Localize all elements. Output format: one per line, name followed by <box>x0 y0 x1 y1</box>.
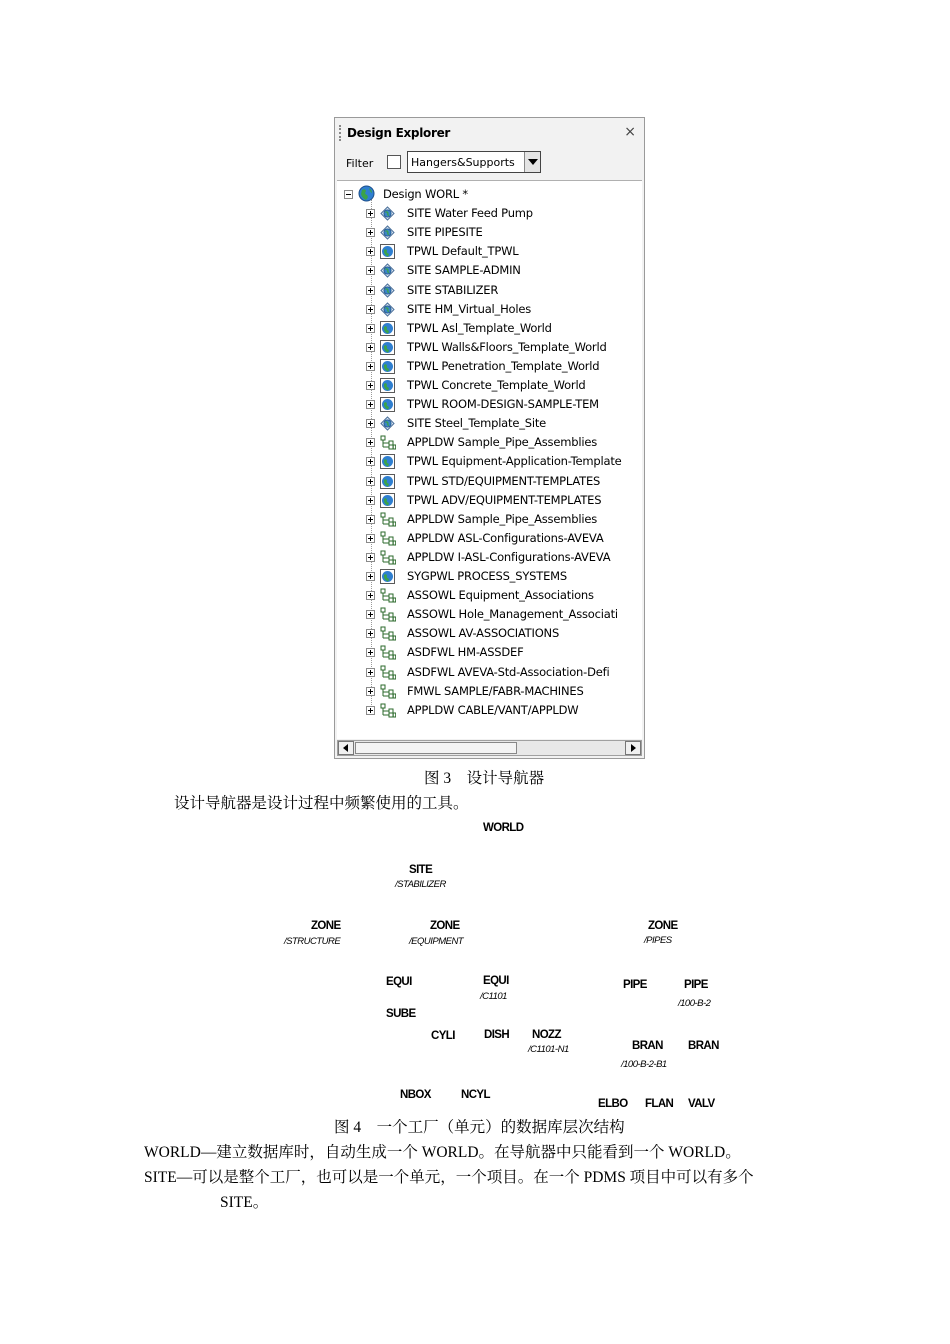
tree-item[interactable] <box>337 567 642 586</box>
collapse-minus-icon[interactable] <box>344 190 353 199</box>
hierarchy-icon <box>380 435 395 450</box>
tree-item-label: TPWL Asl_Template_World <box>407 320 552 335</box>
hierarchy-icon <box>380 703 395 718</box>
expand-plus-icon[interactable] <box>366 457 375 466</box>
hierarchy-icon <box>380 684 395 699</box>
hierarchy-icon <box>380 588 395 603</box>
node-world: WORLD <box>483 822 524 834</box>
tree-item[interactable] <box>337 395 642 414</box>
tree-item-label: TPWL STD/EQUIPMENT-TEMPLATES <box>407 473 601 488</box>
paragraph-design-explorer: 设计导航器是设计过程中频繁使用的工具。 <box>174 795 469 812</box>
globe-icon <box>358 185 373 200</box>
world-square-icon <box>380 569 395 584</box>
hierarchy-icon <box>380 645 395 660</box>
paragraph-site-line1: SITE—可以是整个工厂，也可以是一个单元，一个项目。在一个 PDMS 项目中可以有多个 <box>144 1169 754 1186</box>
tree-item[interactable] <box>337 414 642 433</box>
filter-checkbox[interactable] <box>387 155 401 169</box>
tree-item-label: TPWL ADV/EQUIPMENT-TEMPLATES <box>407 492 602 507</box>
expand-plus-icon[interactable] <box>366 286 375 295</box>
tree-item[interactable] <box>337 663 642 682</box>
site-icon <box>380 283 395 298</box>
site-icon <box>380 225 395 240</box>
node-zone-structure-name: /STRUCTURE <box>284 936 341 947</box>
node-ncyl: NCYL <box>461 1089 490 1101</box>
tree-item-label: ASSOWL Hole_Management_Associati <box>407 607 618 622</box>
tree-item-label: TPWL Concrete_Template_World <box>407 378 586 392</box>
node-bran-100-b-2-b1: BRAN <box>632 1040 663 1052</box>
site-icon <box>380 206 395 221</box>
paragraph-site-line2: SITE。 <box>220 1194 269 1211</box>
node-pipe-100-b-2-name: /100-B-2 <box>678 998 711 1009</box>
tree-item[interactable] <box>337 357 642 376</box>
world-square-icon <box>380 340 395 355</box>
node-site-name: /STABILIZER <box>395 879 446 890</box>
tree-item-label: ASDFWL AVEVA-Std-Association-Defi <box>407 664 610 679</box>
tree-item-label: SYGPWL PROCESS_SYSTEMS <box>407 569 567 583</box>
node-pipe: PIPE <box>623 979 647 991</box>
expand-plus-icon[interactable] <box>366 572 375 581</box>
world-square-icon <box>380 321 395 336</box>
tree-item[interactable] <box>337 281 642 300</box>
tree-item[interactable] <box>337 433 642 452</box>
node-valv: VALV <box>688 1098 715 1110</box>
expand-plus-icon[interactable] <box>366 668 375 677</box>
filter-label: Filter <box>346 157 374 170</box>
filter-dropdown-value: Hangers&Supports <box>411 156 515 169</box>
tree-item[interactable] <box>337 319 642 338</box>
design-tree[interactable] <box>337 180 642 739</box>
node-cyli: CYLI <box>431 1030 455 1042</box>
expand-plus-icon[interactable] <box>366 534 375 543</box>
node-equi-c1101: EQUI <box>483 975 509 987</box>
hierarchy-icon <box>380 531 395 546</box>
drag-grip-icon[interactable] <box>339 125 343 141</box>
node-flan: FLAN <box>645 1098 674 1110</box>
hierarchy-icon <box>380 550 395 565</box>
tree-item-label: FMWL SAMPLE/FABR-MACHINES <box>407 683 584 698</box>
expand-plus-icon[interactable] <box>366 591 375 600</box>
tree-item[interactable] <box>337 261 642 280</box>
tree-item[interactable] <box>337 300 642 319</box>
world-square-icon <box>380 397 395 412</box>
expand-plus-icon[interactable] <box>366 305 375 314</box>
tree-item-label: ASDFWL HM-ASSDEF <box>407 645 524 660</box>
tree-item-label: SITE Steel_Template_Site <box>407 416 547 431</box>
tree-item-label: APPLDW I-ASL-Configurations-AVEVA <box>407 549 611 564</box>
tree-root-item[interactable] <box>337 185 642 204</box>
expand-plus-icon[interactable] <box>366 515 375 524</box>
explorer-titlebar[interactable] <box>335 118 644 148</box>
filter-bar <box>335 150 644 178</box>
tree-item-label: TPWL Walls&Floors_Template_World <box>407 339 607 354</box>
scroll-thumb[interactable] <box>355 742 517 754</box>
node-zone-structure: ZONE <box>311 920 341 932</box>
tree-item[interactable] <box>337 586 642 605</box>
tree-item-label: SITE Water Feed Pump <box>407 206 533 221</box>
tree-item-label: SITE SAMPLE-ADMIN <box>407 263 521 278</box>
tree-item-label: TPWL Equipment-Application-Template <box>407 454 622 469</box>
expand-plus-icon[interactable] <box>366 706 375 715</box>
expand-plus-icon[interactable] <box>366 648 375 657</box>
world-square-icon <box>380 454 395 469</box>
tree-item-label: ASSOWL Equipment_Associations <box>407 588 594 603</box>
tree-item[interactable] <box>337 338 642 357</box>
world-square-icon <box>380 244 395 259</box>
site-icon <box>380 263 395 278</box>
world-square-icon <box>380 493 395 508</box>
tree-item[interactable] <box>337 242 642 261</box>
horizontal-scrollbar[interactable] <box>337 740 642 756</box>
tree-item[interactable] <box>337 605 642 624</box>
tree-item-label: SITE HM_Virtual_Holes <box>407 301 532 316</box>
tree-item[interactable] <box>337 548 642 567</box>
expand-plus-icon[interactable] <box>366 247 375 256</box>
tree-item[interactable] <box>337 701 642 720</box>
node-zone-pipes-name: /PIPES <box>644 935 672 946</box>
world-square-icon <box>380 378 395 393</box>
site-icon <box>380 302 395 317</box>
node-zone-equipment: ZONE <box>430 920 460 932</box>
paragraph-world: WORLD—建立数据库时，自动生成一个 WORLD。在导航器中只能看到一个 WORLD。 <box>144 1144 741 1161</box>
expand-plus-icon[interactable] <box>366 553 375 562</box>
world-square-icon <box>380 474 395 489</box>
tree-item-label: Design WORL * <box>383 187 468 201</box>
tree-item-label: APPLDW Sample_Pipe_Assemblies <box>407 511 597 526</box>
hierarchy-icon <box>380 626 395 641</box>
tree-item-label: TPWL ROOM-DESIGN-SAMPLE-TEM <box>407 397 599 412</box>
tree-item-label: ASSOWL AV-ASSOCIATIONS <box>407 626 560 641</box>
expand-plus-icon[interactable] <box>366 209 375 218</box>
tree-item-label: TPWL Penetration_Template_World <box>407 358 600 373</box>
node-site: SITE <box>409 864 433 876</box>
design-explorer-panel <box>334 117 645 759</box>
scroll-right-arrow-icon[interactable] <box>625 741 641 755</box>
expand-plus-icon[interactable] <box>366 381 375 390</box>
expand-plus-icon[interactable] <box>366 610 375 619</box>
node-sube: SUBE <box>386 1008 416 1020</box>
tree-item[interactable] <box>337 491 642 510</box>
tree-item[interactable] <box>337 624 642 643</box>
expand-plus-icon[interactable] <box>366 629 375 638</box>
tree-item-label: APPLDW Sample_Pipe_Assemblies <box>407 435 597 450</box>
hierarchy-icon <box>380 607 395 622</box>
tree-item[interactable] <box>337 510 642 529</box>
chevron-down-icon[interactable] <box>524 152 540 172</box>
expand-plus-icon[interactable] <box>366 419 375 428</box>
tree-item-label: APPLDW CABLE/VANT/APPLDW <box>407 702 579 717</box>
expand-plus-icon[interactable] <box>366 477 375 486</box>
expand-plus-icon[interactable] <box>366 400 375 409</box>
scroll-left-arrow-icon[interactable] <box>338 741 354 755</box>
site-icon <box>380 416 395 431</box>
tree-item-label: TPWL Default_TPWL <box>407 244 519 259</box>
node-dish: DISH <box>484 1029 510 1041</box>
node-nozz-name: /C1101-N1 <box>528 1044 569 1055</box>
tree-item[interactable] <box>337 452 642 471</box>
figure3-caption: 图 3 设计导航器 <box>424 770 545 787</box>
node-equi-c1101-name: /C1101 <box>480 991 507 1002</box>
node-nozz: NOZZ <box>532 1029 561 1041</box>
node-elbo: ELBO <box>598 1098 628 1110</box>
expand-plus-icon[interactable] <box>366 266 375 275</box>
expand-plus-icon[interactable] <box>366 343 375 352</box>
tree-item-label: SITE STABILIZER <box>407 282 499 297</box>
tree-item-label: SITE PIPESITE <box>407 225 483 240</box>
tree-item[interactable] <box>337 529 642 548</box>
node-bran: BRAN <box>688 1040 719 1052</box>
node-equi: EQUI <box>386 976 412 988</box>
hierarchy-icon <box>380 512 395 527</box>
figure4-caption: 图 4 一个工厂（单元）的数据库层次结构 <box>334 1119 625 1136</box>
expand-plus-icon[interactable] <box>366 438 375 447</box>
tree-item-label: APPLDW ASL-Configurations-AVEVA <box>407 530 604 545</box>
tree-item[interactable] <box>337 204 642 223</box>
filter-dropdown[interactable] <box>407 151 541 173</box>
expand-plus-icon[interactable] <box>366 687 375 696</box>
tree-item[interactable] <box>337 223 642 242</box>
world-square-icon <box>380 359 395 374</box>
node-nbox: NBOX <box>400 1089 431 1101</box>
tree-item[interactable] <box>337 643 642 662</box>
tree-item[interactable] <box>337 682 642 701</box>
hierarchy-icon <box>380 665 395 680</box>
tree-item[interactable] <box>337 376 642 395</box>
close-icon[interactable]: × <box>624 124 636 140</box>
tree-item[interactable] <box>337 472 642 491</box>
node-zone-equipment-name: /EQUIPMENT <box>409 936 464 947</box>
explorer-title: Design Explorer <box>347 126 451 140</box>
expand-plus-icon[interactable] <box>366 496 375 505</box>
node-pipe-100-b-2: PIPE <box>684 979 708 991</box>
expand-plus-icon[interactable] <box>366 228 375 237</box>
node-bran-100-b-2-b1-name: /100-B-2-B1 <box>621 1059 667 1070</box>
expand-plus-icon[interactable] <box>366 324 375 333</box>
node-zone-pipes: ZONE <box>648 920 678 932</box>
expand-plus-icon[interactable] <box>366 362 375 371</box>
